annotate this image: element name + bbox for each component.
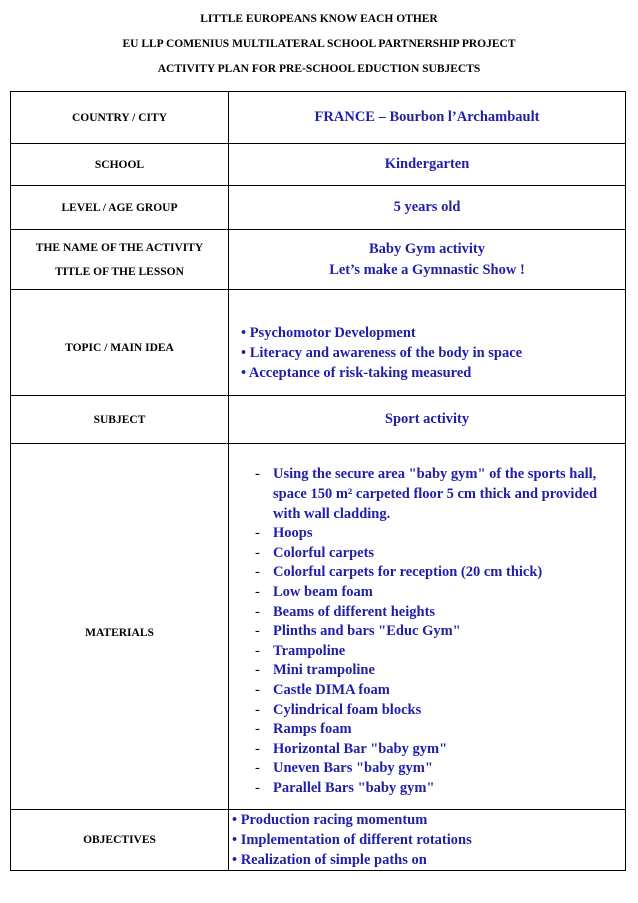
row-topic [11,290,626,396]
row-activity [11,230,626,290]
material-item [229,465,625,524]
material-item [229,524,625,544]
material-item [229,681,625,701]
material-item [229,563,625,583]
materials-value-cell [229,444,626,810]
dash-marker: - [255,525,260,542]
material-text: Plinths and bars "Educ Gym" [273,623,461,640]
materials-list [229,454,625,798]
objectives-list [229,810,625,870]
row-objectives [11,810,626,871]
dash-marker: - [255,466,260,483]
lesson-title-label: TITLE OF THE LESSON [55,265,184,278]
material-item [229,603,625,623]
activity-label [11,230,229,290]
dash-marker: - [255,760,260,777]
header-plan-title: ACTIVITY PLAN FOR PRE-SCHOOL EDUCTION SUBJECTS [157,63,481,75]
material-text: Mini trampoline [273,662,375,679]
material-text: Low beam foam [273,584,373,601]
material-text: Hoops [273,525,313,542]
activity-value [229,230,626,290]
material-text: Castle DIMA foam [273,681,390,698]
dash-marker: - [255,623,260,640]
subject-value: Sport activity [229,396,626,444]
dash-marker: - [255,603,260,620]
level-label: LEVEL / AGE GROUP [11,186,229,230]
dash-marker: - [255,721,260,738]
material-text: Colorful carpets for reception (20 cm thick) [273,564,543,581]
material-item [229,720,625,740]
objective-item: • Implementation of different rotations [232,832,472,848]
dash-marker: - [255,740,260,757]
dash-marker: - [255,544,260,561]
material-item [229,701,625,721]
material-text: Beams of different heights [273,603,436,620]
material-text: Horizontal Bar "baby gym" [273,740,448,757]
topic-item: • Psychomotor Development [241,325,416,341]
dash-marker: - [255,779,260,796]
topic-label: TOPIC / MAIN IDEA [65,342,174,354]
material-text: Using the secure area "baby gym" of the sports hall, space 150 m² carpeted floor 5 cm thick and provided with wall cladding. [273,466,598,522]
materials-label: MATERIALS [85,627,154,639]
level-value: 5 years old [229,186,626,230]
dash-marker: - [255,564,260,581]
country-label: COUNTRY / CITY [11,92,229,144]
header-partnership: EU LLP COMENIUS MULTILATERAL SCHOOL PARTNERSHIP PROJECT [122,38,516,50]
material-item [229,642,625,662]
material-item [229,740,625,760]
row-school [11,144,626,186]
subject-label: SUBJECT [11,396,229,444]
topic-item: • Literacy and awareness of the body in space [241,345,523,361]
row-materials [11,444,626,810]
country-value: FRANCE – Bourbon l’Archambault [229,92,626,144]
dash-marker: - [255,681,260,698]
dash-marker: - [255,701,260,718]
header-project-title: LITTLE EUROPEANS KNOW EACH OTHER [200,13,438,25]
school-label: SCHOOL [11,144,229,186]
material-item [229,779,625,799]
activity-name: Baby Gym activity [369,240,485,257]
objective-item: • Realization of simple paths on [232,852,427,868]
topic-list [229,302,625,383]
material-text: Uneven Bars "baby gym" [273,760,433,777]
topic-item: • Acceptance of risk-taking measured [241,365,472,381]
topic-label-cell [11,290,229,396]
materials-label-cell [11,444,229,810]
material-text: Cylindrical foam blocks [273,701,422,718]
material-text: Colorful carpets [273,544,375,561]
school-value: Kindergarten [229,144,626,186]
topic-value-cell [229,290,626,396]
row-subject [11,396,626,444]
material-item [229,661,625,681]
material-text: Parallel Bars "baby gym" [273,779,435,796]
material-text: Trampoline [273,642,346,659]
objectives-label: OBJECTIVES [11,810,229,871]
material-text: Ramps foam [273,721,352,738]
dash-marker: - [255,662,260,679]
row-country [11,92,626,144]
lesson-title: Let’s make a Gymnastic Show ! [329,261,525,278]
activity-plan-table [10,91,626,871]
objective-item: • Production racing momentum [232,812,428,828]
dash-marker: - [255,584,260,601]
material-item [229,759,625,779]
row-level [11,186,626,230]
dash-marker: - [255,642,260,659]
material-item [229,622,625,642]
objectives-value-cell [229,810,626,871]
activity-name-label: THE NAME OF THE ACTIVITY [35,241,204,254]
material-item [229,544,625,564]
material-item [229,583,625,603]
